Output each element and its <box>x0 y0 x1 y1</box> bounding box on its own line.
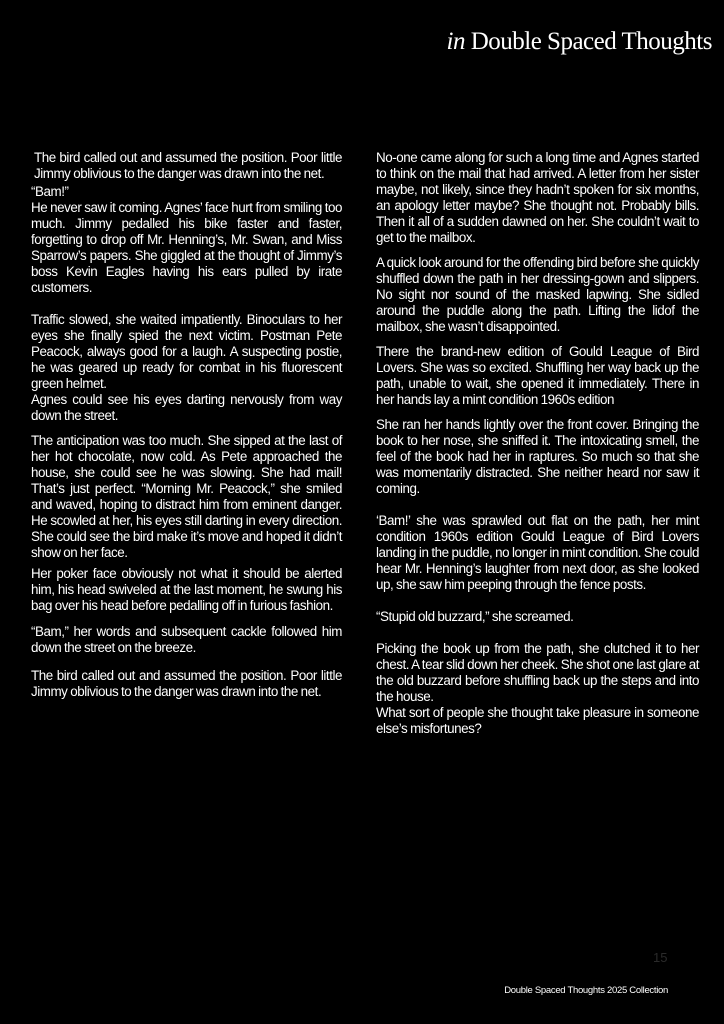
header-prefix: in <box>446 28 465 55</box>
page-number: 15 <box>653 950 668 965</box>
paragraph: The bird called out and assumed the position. Poor little Jimmy oblivious to the danger was drawn into the net. <box>34 150 342 181</box>
paragraph: “Bam!” <box>31 184 69 199</box>
paragraph: She ran her hands lightly over the front cover. Bringing the book to her nose, she sniffed it. The intoxicating smell, the feel of the book had her in raptures. So much so that she was momentarily distracted. She neither heard nor saw it coming. <box>376 417 699 496</box>
magazine-header <box>447 28 713 56</box>
right-column <box>376 150 699 737</box>
footer-collection-label: Double Spaced Thoughts 2025 Collection <box>504 985 668 996</box>
paragraph: Her poker face obviously not what it should be alerted him, his head swiveled at the last moment, he swung his bag over his head before pedalling off in furious fashion. <box>31 566 342 613</box>
paragraph: ‘Bam!’ she was sprawled out flat on the path, her mint condition 1960s edition Gould League of Bird Lovers landing in the puddle, no longer in mint condition. She could hear Mr. Henning’s laughter from next door, as she looked up, she saw him peeping through the fence posts. <box>376 513 699 592</box>
header-title: Double Spaced Thoughts <box>470 28 712 55</box>
paragraph: “Stupid old buzzard,” she screamed. <box>376 609 574 624</box>
paragraph: Picking the book up from the path, she clutched it to her chest. A tear slid down her cheek. She shot one last glare at the old buzzard before shuffling back up the steps and into the house. <box>376 641 699 704</box>
paragraph: A quick look around for the offending bird before she quickly shuffled down the path in her dressing-gown and slippers. No sight nor sound of the masked lapwing. She sidled around the puddle along the path. Lifting the lidof the mailbox, she wasn’t disappointed. <box>376 255 699 334</box>
paragraph: Traffic slowed, she waited impatiently. Binoculars to her eyes she finally spied the next victim. Postman Pete Peacock, always good for a laugh. A suspecting postie, he was geared up ready for combat in his fluorescent green helmet. <box>31 312 342 391</box>
paragraph: Agnes could see his eyes darting nervously from way down the street. <box>31 392 342 423</box>
paragraph: No-one came along for such a long time and Agnes started to think on the mail that had arrived. A letter from her sister maybe, not likely, since they hadn’t spoken for six months, an apology letter maybe? She thought not. Probably bills. Then it all of a sudden dawned on her. She couldn’t wait to get to the mailbox. <box>376 150 699 245</box>
paragraph: The anticipation was too much. She sipped at the last of her hot chocolate, now cold. As Pete approached the house, she could see he was slowing. She had mail! That’s just perfect. “Morning Mr. Peacock,” she smiled and waved, hoping to distract him from eminent danger. He scowled at her, his eyes still darting in every direction. She could see the bird make it’s move and hoped it didn’t show on her face. <box>31 433 342 560</box>
paragraph: “Bam,” her words and subsequent cackle followed him down the street on the breeze. <box>31 624 342 655</box>
left-column <box>31 150 342 700</box>
paragraph: What sort of people she thought take pleasure in someone else’s misfortunes? <box>376 705 699 736</box>
paragraph: He never saw it coming. Agnes’ face hurt from smiling too much. Jimmy pedalled his bike faster and faster, forgetting to drop off Mr. Henning’s, Mr. Swan, and Miss Sparrow’s papers. She giggled at the thought of Jimmy’s boss Kevin Eagles having his ears pulled by irate customers. <box>31 200 342 295</box>
paragraph: The bird called out and assumed the position. Poor little Jimmy oblivious to the danger was drawn into the net. <box>31 668 342 699</box>
paragraph: There the brand-new edition of Gould League of Bird Lovers. She was so excited. Shuffling her way back up the path, unable to wait, she opened it immediately. There in her hands lay a mint condition 1960s edition <box>376 344 699 407</box>
